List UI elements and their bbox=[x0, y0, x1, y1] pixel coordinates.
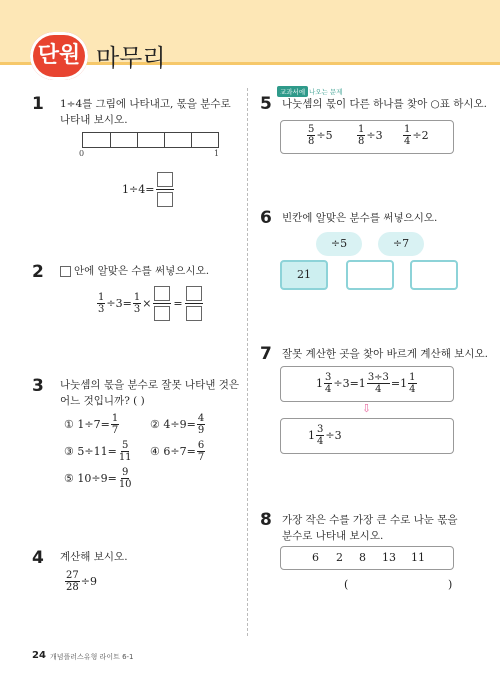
option-expression-2[interactable]: $\frac{1}{8}$ ÷3 bbox=[358, 124, 383, 147]
choice-4[interactable]: ④ 6÷7= $\frac{6}{7}$ bbox=[150, 440, 205, 463]
question-7-text: 잘못 계산한 곳을 찾아 바르게 계산해 보시오. bbox=[282, 348, 488, 360]
column-divider bbox=[247, 88, 248, 636]
question-number-1: 1 bbox=[32, 94, 44, 114]
down-arrow-icon: ⇩ bbox=[362, 402, 372, 415]
correction-start: 1 $\frac{3}{4}$ ÷3 bbox=[308, 424, 342, 447]
answer-box[interactable] bbox=[154, 286, 170, 301]
textbook-tag: 교과서에 bbox=[277, 86, 308, 97]
answer-box[interactable] bbox=[157, 192, 173, 207]
question-6-text: 빈칸에 알맞은 분수를 써넣으시오. bbox=[282, 212, 438, 224]
numbers-box bbox=[280, 546, 454, 570]
question-3-text: 나눗셈의 몫을 분수로 잘못 나타낸 것은 어느 것입니까? ( ) bbox=[60, 379, 239, 407]
answer-paren-open: ( bbox=[344, 578, 349, 591]
question-4-expression: $\frac{27}{28}$ ÷9 bbox=[66, 570, 97, 593]
question-number-3: 3 bbox=[32, 376, 44, 396]
answer-box[interactable] bbox=[410, 260, 458, 290]
option-expression-3[interactable]: $\frac{1}{4}$ ÷2 bbox=[404, 124, 429, 147]
question-5-text: 나눗셈의 몫이 다른 하나를 찾아 ○표 하시오. bbox=[282, 98, 487, 110]
question-number-8: 8 bbox=[260, 510, 272, 530]
number-item: 6 bbox=[312, 551, 319, 564]
operation-bubble-1: ÷5 bbox=[316, 232, 362, 256]
answer-box[interactable] bbox=[157, 172, 173, 187]
question-number-6: 6 bbox=[260, 208, 272, 228]
question-1-answer bbox=[122, 172, 176, 207]
answer-paren-close: ) bbox=[448, 578, 453, 591]
blank-square-icon bbox=[60, 266, 71, 277]
question-number-5: 5 bbox=[260, 94, 272, 114]
correction-box[interactable] bbox=[280, 418, 454, 454]
start-value-box: 21 bbox=[280, 260, 328, 290]
tick-label-zero: 0 bbox=[79, 149, 85, 158]
answer-box[interactable] bbox=[154, 306, 170, 321]
option-expression-1[interactable]: $\frac{5}{8}$ ÷5 bbox=[308, 124, 333, 147]
question-2-text: 안에 알맞은 수를 써넣으시오. bbox=[60, 263, 240, 279]
textbook-tag-label: 나오는 문제 bbox=[309, 88, 343, 96]
tick-label-one: 1 bbox=[214, 149, 220, 158]
number-item: 13 bbox=[382, 551, 396, 564]
unit-badge: 단원 bbox=[30, 32, 88, 80]
question-2-expression: $\frac{1}{3}$ ÷3= $\frac{1}{3}$ × = bbox=[96, 286, 205, 321]
number-item: 2 bbox=[336, 551, 343, 564]
answer-box[interactable] bbox=[346, 260, 394, 290]
book-title: 개념플러스유형 라이트 6-1 bbox=[50, 653, 134, 661]
number-line[interactable] bbox=[82, 132, 219, 148]
page-number: 24 bbox=[32, 650, 46, 661]
choice-1[interactable]: ① 1÷7= $\frac{1}{7}$ bbox=[64, 413, 119, 436]
number-item: 11 bbox=[411, 551, 425, 564]
question-8-text: 가장 작은 수를 가장 큰 수로 나눈 몫을 분수로 나타내 보시오. bbox=[282, 514, 458, 542]
page-title: 마무리 bbox=[96, 44, 166, 72]
wrong-calculation: 1 $\frac{3}{4}$ ÷3=1 $\frac{3\div 3}{4}$ =1 $\frac{1}{4}$ bbox=[316, 372, 416, 395]
question-4-text: 계산해 보시오. bbox=[60, 551, 128, 563]
choice-5[interactable]: ⑤ 10÷9= $\frac{9}{10}$ bbox=[64, 467, 132, 490]
answer-field[interactable] bbox=[352, 574, 446, 592]
choice-2[interactable]: ② 4÷9= $\frac{4}{9}$ bbox=[150, 413, 205, 436]
choice-3[interactable]: ③ 5÷11= $\frac{5}{11}$ bbox=[64, 440, 132, 463]
answer-box[interactable] bbox=[186, 286, 202, 301]
question-number-2: 2 bbox=[32, 262, 44, 282]
operation-bubble-2: ÷7 bbox=[378, 232, 424, 256]
q1-expression: 1÷4= bbox=[122, 183, 155, 196]
question-number-4: 4 bbox=[32, 548, 44, 568]
number-item: 8 bbox=[359, 551, 366, 564]
question-1-text: 1÷4를 그림에 나타내고, 몫을 분수로 나타내 보시오. bbox=[60, 98, 231, 126]
question-number-7: 7 bbox=[260, 344, 272, 364]
answer-box[interactable] bbox=[186, 306, 202, 321]
